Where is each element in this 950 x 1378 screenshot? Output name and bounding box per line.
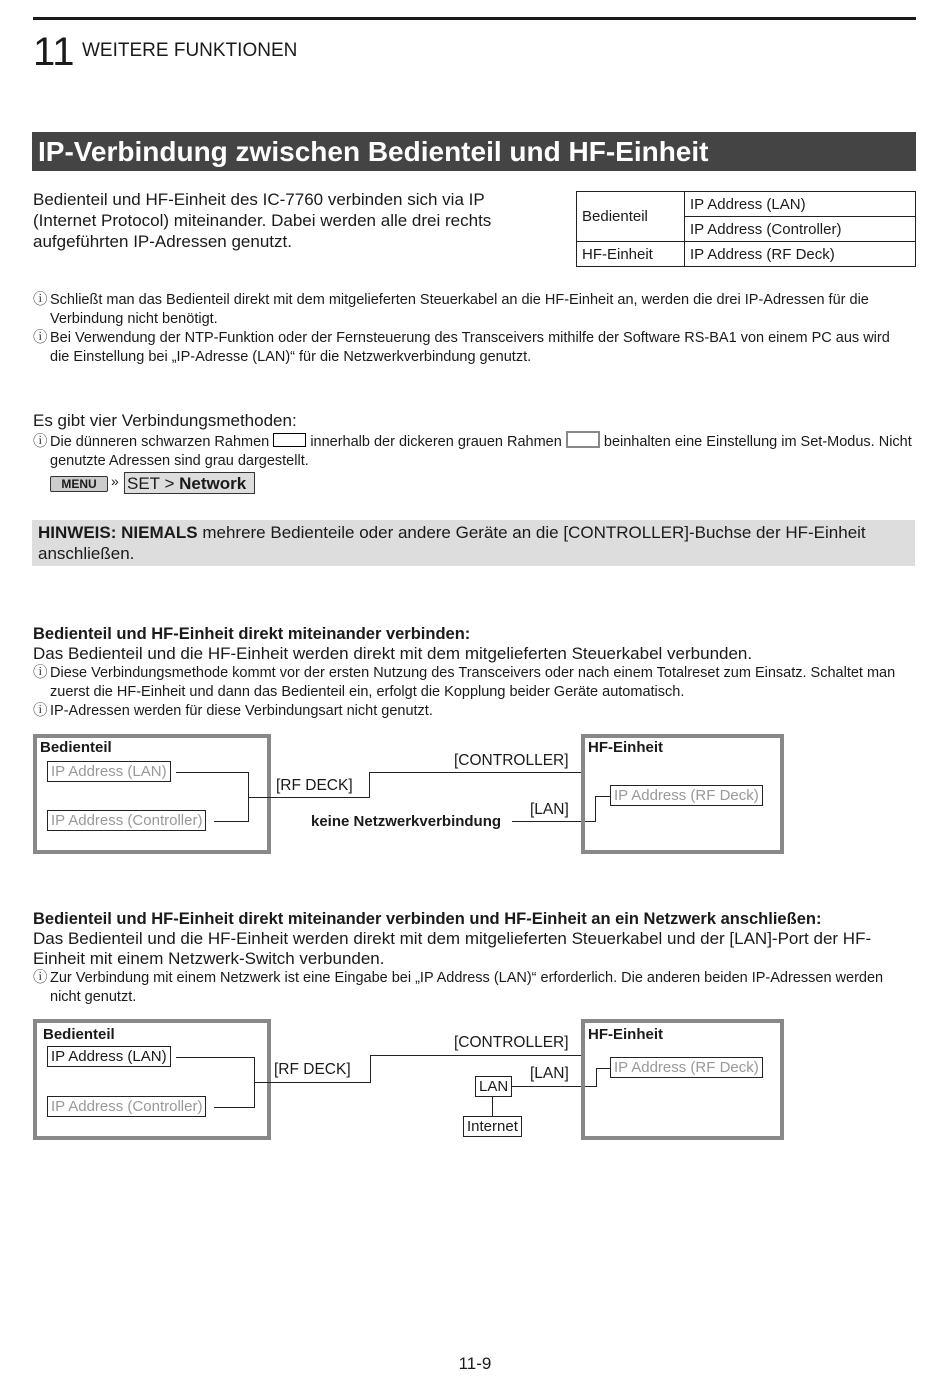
table-cell-ip-rf: IP Address (RF Deck) — [685, 242, 916, 267]
ip-lan-box: IP Address (LAN) — [47, 761, 171, 782]
note-item: ⓘ Diese Verbindungsmethode kommt vor der ersten Nutzung des Transceivers oder nach einem Totalreset zum Einsatz. Schaltet man zuerst die HF-Einheit und dann das Bedienteil ein, erfolgt die Kopplung beider Geräte automatisch. — [33, 665, 896, 700]
hf-einheit-title: HF-Einheit — [588, 739, 663, 756]
set-path: SET > Network — [124, 472, 255, 494]
ip-controller-box: IP Address (Controller) — [47, 810, 206, 831]
thick-frame-sample — [566, 431, 600, 448]
note-item: ⓘ IP-Adressen werden für diese Verbindungsart nicht genutzt. — [33, 703, 433, 719]
connector-line — [254, 1082, 371, 1083]
info-icon: ⓘ — [33, 292, 48, 308]
thin-frame-sample — [273, 433, 306, 447]
note-item: ⓘ Bei Verwendung der NTP-Funktion oder der Fernsteuerung des Transceivers mithilfe der Software RS-BA1 von einem PC aus wird die Einstellung bei „IP-Adresse (LAN)“ für die Netzwerkverbindung genutzt. — [33, 330, 890, 365]
ip-rf-box: IP Address (RF Deck) — [610, 785, 763, 806]
rf-deck-label: [RF DECK] — [276, 777, 353, 794]
info-icon: ⓘ — [33, 330, 48, 346]
methods-heading: Es gibt vier Verbindungsmethoden: — [33, 411, 297, 430]
section1-heading: Bedienteil und HF-Einheit direkt miteinander verbinden: — [33, 625, 471, 643]
intro-text: Bedienteil und HF-Einheit des IC-7760 verbinden sich via IP (Internet Protocol) miteinander. Dabei werden alle drei rechts aufgeführten IP-Adressen genutzt. — [33, 190, 492, 251]
connector-line — [214, 821, 249, 822]
connector-line — [369, 772, 370, 798]
page-number: 11-9 — [458, 1354, 492, 1373]
ip-rf-box: IP Address (RF Deck) — [610, 1057, 763, 1078]
connector-line — [214, 1107, 255, 1108]
header-rule — [33, 17, 916, 20]
info-icon: ⓘ — [33, 434, 48, 450]
section2-body: Das Bedienteil und die HF-Einheit werden direkt mit dem mitgelieferten Steuerkabel und der [LAN]-Port der HF-Einheit mit einem Netzwerk-Switch verbunden. — [33, 929, 872, 968]
methods-note: ⓘ Die dünneren schwarzen Rahmen innerhalb der dickeren grauen Rahmen beinhalten eine Einstellung im Set-Modus. Nicht genutzte Adressen sind grau dargestellt. — [33, 431, 930, 471]
connector-line — [492, 1097, 493, 1116]
table-cell-hf-einheit: HF-Einheit — [577, 242, 685, 267]
section2 — [33, 909, 913, 1007]
hf-einheit-title: HF-Einheit — [588, 1026, 663, 1043]
connector-line — [370, 1055, 583, 1056]
lan-label: [LAN] — [530, 801, 569, 818]
ip-address-table — [576, 191, 916, 267]
chapter-number: 11 — [33, 30, 75, 74]
menu-key: MENU — [50, 476, 108, 492]
controller-label: [CONTROLLER] — [454, 1034, 569, 1051]
ip-controller-box: IP Address (Controller) — [47, 1096, 206, 1117]
info-icon: ⓘ — [33, 970, 48, 986]
connector-line — [176, 1057, 255, 1058]
path-separator: » — [111, 473, 119, 489]
section-title: IP-Verbindung zwischen Bedienteil und HF-Einheit — [32, 132, 916, 171]
connector-line — [369, 772, 583, 773]
chapter-title: WEITERE FUNKTIONEN — [82, 40, 298, 61]
section1 — [33, 624, 913, 721]
table-cell-ip-lan: IP Address (LAN) — [685, 192, 916, 217]
note-item: ⓘ Schließt man das Bedienteil direkt mit dem mitgelieferten Steuerkabel an die HF-Einheit an, werden die drei IP-Adressen für die Verbindung nicht benötigt. — [33, 292, 869, 327]
lan-label: [LAN] — [530, 1065, 569, 1082]
table-cell-bedienteil: Bedienteil — [577, 192, 685, 242]
no-network-label: keine Netzwerkverbindung — [311, 813, 502, 830]
connector-line — [370, 1055, 371, 1083]
section2-heading: Bedienteil und HF-Einheit direkt miteinander verbinden und HF-Einheit an ein Netzwerk anschließen: — [33, 910, 822, 928]
bedienteil-title: Bedienteil — [40, 739, 112, 756]
connector-line — [248, 797, 370, 798]
warning-box: HINWEIS: NIEMALS mehrere Bedienteile oder andere Geräte an die [CONTROLLER]-Buchse der HF-Einheit anschließen. — [32, 520, 915, 566]
controller-label: [CONTROLLER] — [454, 752, 569, 769]
bedienteil-title: Bedienteil — [43, 1026, 115, 1043]
internet-box: Internet — [463, 1116, 522, 1137]
info-icon: ⓘ — [33, 665, 48, 681]
note-item: ⓘ Zur Verbindung mit einem Netzwerk ist eine Eingabe bei „IP Address (LAN)“ erforderlich. Die anderen beiden IP-Adressen werden nicht genutzt. — [33, 970, 884, 1005]
connector-line — [176, 772, 249, 773]
rf-deck-label: [RF DECK] — [274, 1061, 351, 1078]
info-icon: ⓘ — [33, 703, 48, 719]
section1-body: Das Bedienteil und die HF-Einheit werden direkt mit dem mitgelieferten Steuerkabel verbunden. — [33, 644, 753, 663]
notes-list — [33, 291, 913, 367]
lan-switch-box: LAN — [475, 1076, 512, 1097]
table-cell-ip-controller: IP Address (Controller) — [685, 217, 916, 242]
ip-lan-box: IP Address (LAN) — [47, 1046, 171, 1067]
